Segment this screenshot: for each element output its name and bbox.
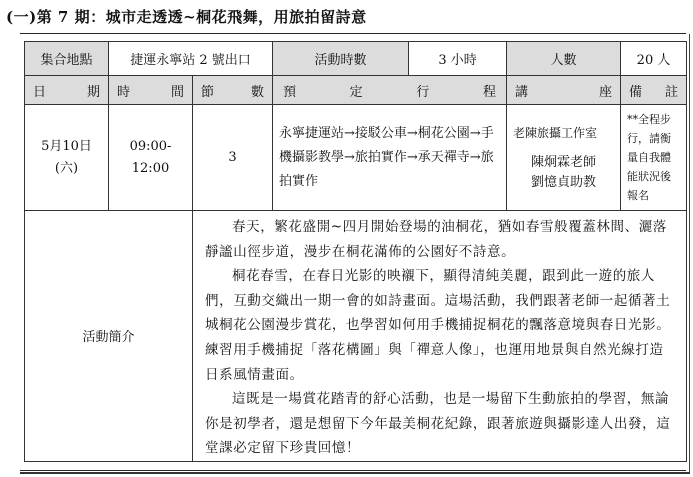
- header-speaker: 講 座: [507, 76, 621, 105]
- header-itinerary: 預 定 行 程: [273, 76, 507, 105]
- header-sessions: 節 數: [193, 76, 273, 105]
- header-date: 日 期: [25, 76, 109, 105]
- section-heading: (一)第 7 期：城市走透透~桐花飛舞，用旅拍留詩意: [6, 8, 367, 26]
- header-note: 備 註: [621, 76, 687, 105]
- speaker-names: [513, 153, 614, 193]
- intro-paragraph-1: 春天，繁花盛開~四月開始登場的油桐花，猶如春雪般覆蓋林間、灑落靜謐山徑步道，漫步在桐花滿佈的公園好不詩意。: [205, 219, 667, 260]
- speaker-teacher: 陳炯霖老師: [531, 154, 597, 170]
- note-cell: **全程步行，請衡量自我體能狀況後報名: [621, 105, 687, 211]
- time-start: 09:00-: [129, 138, 172, 154]
- meet-value: 捷運永寧站 2 號出口: [109, 42, 273, 76]
- intro-row: [25, 211, 687, 462]
- speaker-org: 老陳旅攝工作室: [513, 125, 598, 140]
- intro-paragraph-2: 桐花春雪，在春日光影的映襯下，顯得清純美麗，跟到此一遊的旅人們，互動交織出一期一會的如詩畫面。這場活動，我們跟著老師一起循著土城桐花公園漫步賞花，也學習如何用手機捕捉桐花的飄落意境與春日光影。練習用手機捕捉「落花構圖」與「禪意人像」，也運用地景與自然光線打造日系風情畫面。: [205, 268, 671, 383]
- sessions-cell: 3: [193, 105, 273, 211]
- speaker-assistant: 劉憶貞助教: [531, 174, 597, 190]
- frame-bottom-border: [20, 472, 690, 474]
- course-frame: [20, 33, 686, 471]
- meet-label: 集合地點: [25, 42, 109, 76]
- schedule-table: [24, 41, 687, 462]
- header-row: [25, 76, 687, 105]
- schedule-row: [25, 105, 687, 211]
- people-value: 20 人: [621, 42, 687, 76]
- people-label: 人數: [507, 42, 621, 76]
- frame-right-border: [689, 34, 690, 474]
- info-row: [25, 42, 687, 76]
- hours-value: 3 小時: [409, 42, 507, 76]
- date-value: 5月10日: [41, 138, 92, 154]
- header-time: 時 間: [109, 76, 193, 105]
- itinerary-cell: 永寧捷運站→接駁公車→桐花公園→手機攝影教學→旅拍實作→承天禪寺→旅拍實作: [273, 105, 507, 211]
- date-cell: [25, 105, 109, 211]
- weekday-value: (六): [54, 160, 79, 176]
- hours-label: 活動時數: [273, 42, 409, 76]
- intro-text: [193, 211, 687, 462]
- time-end: 12:00: [131, 160, 170, 176]
- intro-label: 活動簡介: [25, 211, 193, 462]
- speaker-cell: [507, 105, 621, 211]
- intro-paragraph-3: 這既是一場賞花踏青的舒心活動，也是一場留下生動旅拍的學習，無論你是初學者，還是想留下今年最美桐花紀錄，跟著旅遊與攝影達人出發，這堂課必定留下珍貴回憶！: [205, 391, 671, 457]
- time-cell: [109, 105, 193, 211]
